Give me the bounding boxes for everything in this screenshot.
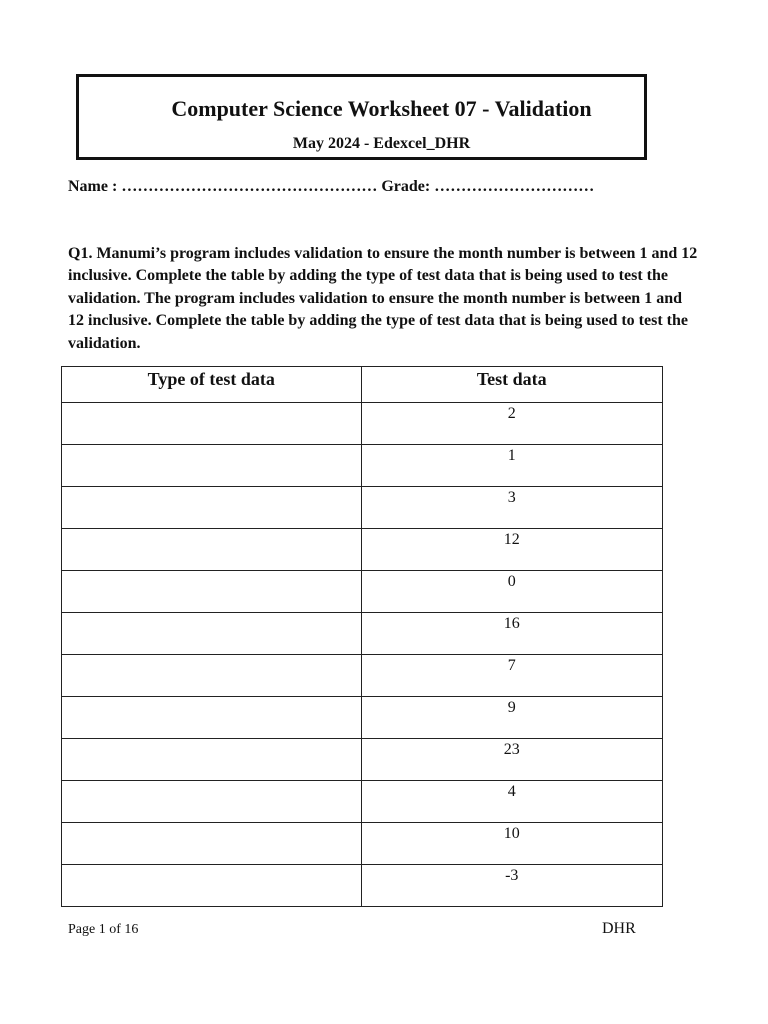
table-row	[62, 571, 663, 613]
type-of-test-data-cell[interactable]	[62, 529, 362, 571]
type-of-test-data-cell[interactable]	[62, 655, 362, 697]
type-of-test-data-cell[interactable]	[62, 781, 362, 823]
type-of-test-data-cell[interactable]	[62, 865, 362, 907]
title-box	[76, 74, 647, 160]
table-row	[62, 697, 663, 739]
test-data-cell: 4	[361, 781, 663, 823]
table-row	[62, 781, 663, 823]
test-data-table	[61, 366, 663, 907]
question-text: Q1. Manumi’s program includes validation to ensure the month number is between 1 and 12 inclusive. Complete the table by adding the type of test data that is being used to test the validation. The program includes validation to ensure the month number is between 1 and 12 inclusive. Complete the table by adding the type of test data that is being used to test the validation.	[68, 245, 698, 352]
header-type-of-test-data: Type of test data	[62, 367, 362, 403]
table-row	[62, 529, 663, 571]
test-data-cell: -3	[361, 865, 663, 907]
table-row	[62, 445, 663, 487]
page-title: Computer Science Worksheet 07 - Validation	[171, 96, 592, 121]
test-data-cell: 9	[361, 697, 663, 739]
type-of-test-data-cell[interactable]	[62, 571, 362, 613]
test-data-cell: 7	[361, 655, 663, 697]
table-row	[62, 655, 663, 697]
table-body	[62, 403, 663, 907]
test-data-cell: 10	[361, 823, 663, 865]
type-of-test-data-cell[interactable]	[62, 487, 362, 529]
test-data-cell: 0	[361, 571, 663, 613]
test-data-cell: 23	[361, 739, 663, 781]
type-of-test-data-cell[interactable]	[62, 697, 362, 739]
table-row	[62, 823, 663, 865]
table-row	[62, 613, 663, 655]
name-grade-line: Name : ………………………………………… Grade: …………………………	[68, 178, 595, 195]
footer-author: DHR	[602, 920, 636, 937]
page-subtitle: May 2024 - Edexcel_DHR	[292, 135, 471, 152]
type-of-test-data-cell[interactable]	[62, 823, 362, 865]
test-data-cell: 12	[361, 529, 663, 571]
header-test-data: Test data	[361, 367, 663, 403]
table-row	[62, 865, 663, 907]
test-data-cell: 16	[361, 613, 663, 655]
table-row	[62, 487, 663, 529]
type-of-test-data-cell[interactable]	[62, 613, 362, 655]
test-data-cell: 3	[361, 487, 663, 529]
table-header-row	[62, 367, 663, 403]
type-of-test-data-cell[interactable]	[62, 445, 362, 487]
test-data-cell: 1	[361, 445, 663, 487]
table-row	[62, 739, 663, 781]
type-of-test-data-cell[interactable]	[62, 739, 362, 781]
test-data-cell: 2	[361, 403, 663, 445]
page-number: Page 1 of 16	[68, 922, 139, 937]
table-row	[62, 403, 663, 445]
type-of-test-data-cell[interactable]	[62, 403, 362, 445]
